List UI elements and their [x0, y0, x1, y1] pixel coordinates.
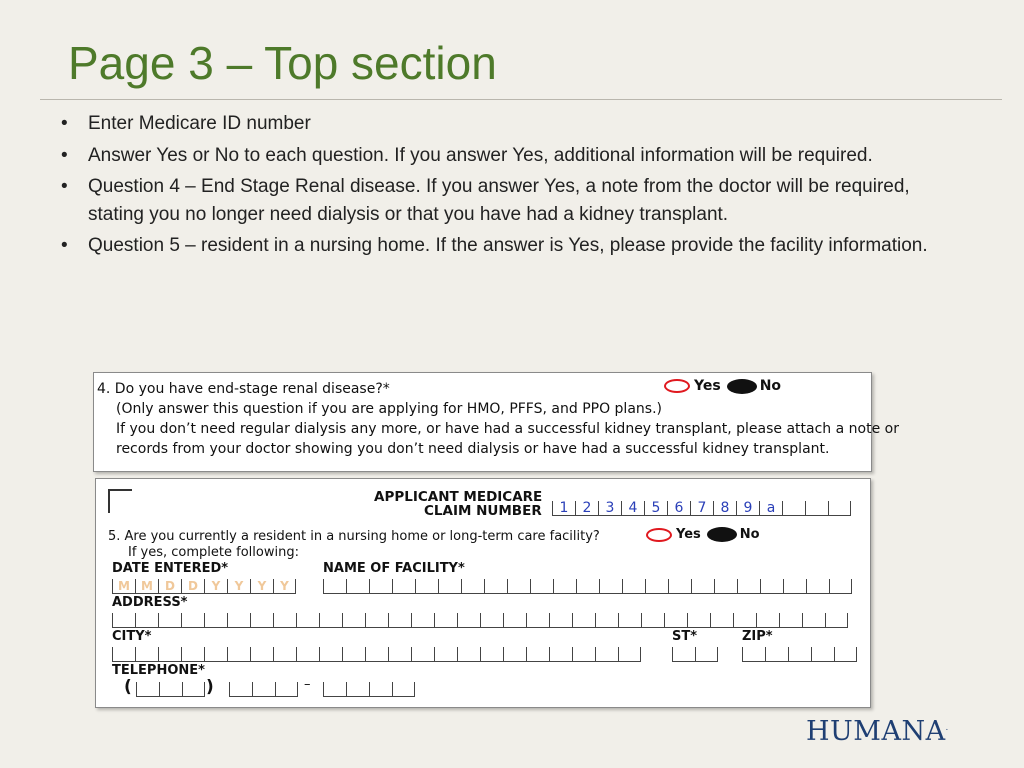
no-label: No — [739, 527, 760, 542]
char-box[interactable] — [438, 579, 461, 594]
char-box[interactable] — [135, 647, 158, 662]
char-box[interactable] — [691, 579, 714, 594]
char-box[interactable] — [484, 579, 507, 594]
char-box[interactable] — [158, 647, 181, 662]
q4-question: 4. Do you have end-stage renal disease?* — [97, 381, 390, 397]
yes-label: Yes — [676, 527, 701, 542]
char-box[interactable]: 9 — [736, 501, 759, 516]
char-box[interactable] — [710, 613, 733, 628]
char-box[interactable]: Y — [250, 579, 273, 594]
char-box[interactable] — [834, 647, 857, 662]
bullet-item: • Question 5 – resident in a nursing home. If the answer is Yes, please provide the facility information. — [58, 232, 958, 260]
address-field[interactable] — [112, 613, 848, 628]
char-box[interactable] — [136, 682, 159, 697]
yes-radio[interactable] — [664, 379, 690, 393]
char-box[interactable]: M — [112, 579, 135, 594]
char-box[interactable] — [392, 682, 415, 697]
char-box[interactable]: 7 — [690, 501, 713, 516]
paren-close: ) — [206, 677, 214, 697]
char-box[interactable] — [346, 579, 369, 594]
char-box[interactable] — [595, 647, 618, 662]
phone-prefix-field[interactable] — [229, 682, 298, 697]
char-box[interactable] — [323, 579, 346, 594]
address-label: ADDRESS* — [112, 595, 188, 610]
char-box[interactable]: D — [158, 579, 181, 594]
no-label: No — [759, 378, 782, 394]
zip-label: ZIP* — [742, 629, 773, 644]
char-box[interactable] — [622, 579, 645, 594]
char-box[interactable] — [503, 613, 526, 628]
char-box[interactable] — [645, 579, 668, 594]
char-box[interactable]: D — [181, 579, 204, 594]
char-box[interactable]: 8 — [713, 501, 736, 516]
char-box[interactable] — [229, 682, 252, 697]
char-box[interactable] — [695, 647, 718, 662]
yes-label: Yes — [694, 378, 721, 394]
date-entered-field[interactable] — [112, 579, 296, 594]
city-field[interactable] — [112, 647, 641, 662]
facility-name-label: NAME OF FACILITY* — [323, 561, 465, 576]
char-box[interactable] — [576, 579, 599, 594]
char-box[interactable] — [342, 613, 365, 628]
char-box[interactable] — [342, 647, 365, 662]
char-box[interactable]: Y — [204, 579, 227, 594]
char-box[interactable] — [668, 579, 691, 594]
char-box[interactable] — [250, 647, 273, 662]
q5-answer — [646, 527, 760, 542]
char-box[interactable] — [742, 647, 765, 662]
char-box[interactable] — [275, 682, 298, 697]
char-box[interactable] — [434, 647, 457, 662]
char-box[interactable] — [618, 647, 641, 662]
area-code-field[interactable] — [136, 682, 205, 697]
char-box[interactable] — [250, 613, 273, 628]
char-box[interactable] — [480, 613, 503, 628]
char-box[interactable] — [323, 682, 346, 697]
humana-logo: HUMANA. — [806, 716, 949, 747]
q5-question: 5. Are you currently a resident in a nursing home or long-term care facility? — [108, 529, 600, 544]
char-box[interactable] — [457, 613, 480, 628]
char-box[interactable] — [825, 613, 848, 628]
yes-radio[interactable] — [646, 528, 672, 542]
char-box[interactable] — [273, 613, 296, 628]
q4-note: (Only answer this question if you are applying for HMO, PFFS, and PPO plans.) — [116, 401, 662, 417]
bullet-list — [58, 110, 958, 264]
char-box[interactable] — [641, 613, 664, 628]
char-box[interactable] — [369, 682, 392, 697]
char-box[interactable] — [549, 613, 572, 628]
char-box[interactable] — [369, 579, 392, 594]
char-box[interactable] — [805, 501, 828, 516]
char-box[interactable] — [765, 647, 788, 662]
char-box[interactable] — [595, 613, 618, 628]
char-box[interactable] — [802, 613, 825, 628]
char-box[interactable] — [411, 647, 434, 662]
char-box[interactable] — [599, 579, 622, 594]
paren-open: ( — [124, 677, 132, 697]
char-box[interactable] — [507, 579, 530, 594]
q5-subtext: If yes, complete following: — [128, 545, 299, 560]
char-box[interactable] — [252, 682, 275, 697]
char-box[interactable] — [526, 647, 549, 662]
char-box[interactable] — [181, 647, 204, 662]
char-box[interactable]: 6 — [667, 501, 690, 516]
char-box[interactable] — [365, 647, 388, 662]
char-box[interactable] — [461, 579, 484, 594]
char-box[interactable] — [204, 613, 227, 628]
char-box[interactable] — [783, 579, 806, 594]
bullet-item: • Enter Medicare ID number — [58, 110, 958, 138]
char-box[interactable] — [714, 579, 737, 594]
question-5-form-image — [95, 478, 871, 708]
char-box[interactable] — [782, 501, 805, 516]
bullet-item: • Answer Yes or No to each question. If you answer Yes, additional information will be required. — [58, 142, 958, 170]
char-box[interactable] — [159, 682, 182, 697]
claim-label-2: CLAIM NUMBER — [424, 503, 542, 519]
date-entered-label: DATE ENTERED* — [112, 561, 229, 576]
char-box[interactable] — [388, 647, 411, 662]
char-box[interactable] — [806, 579, 829, 594]
char-box[interactable] — [415, 579, 438, 594]
question-4-form-image — [93, 372, 899, 472]
char-box[interactable] — [204, 647, 227, 662]
telephone-label: TELEPHONE* — [112, 663, 205, 678]
char-box[interactable] — [480, 647, 503, 662]
corner-mark — [108, 489, 132, 513]
char-box[interactable] — [273, 647, 296, 662]
q4-answer — [664, 378, 781, 394]
char-box[interactable]: 5 — [644, 501, 667, 516]
char-box[interactable] — [457, 647, 480, 662]
char-box[interactable] — [392, 579, 415, 594]
no-radio-filled[interactable] — [707, 527, 737, 542]
char-box[interactable] — [135, 613, 158, 628]
phone-dash: – — [304, 677, 311, 692]
char-box[interactable]: 3 — [598, 501, 621, 516]
q4-instruction-2: records from your doctor showing you don’t need dialysis or have had a successful kidney transplant. — [116, 441, 830, 457]
char-box[interactable] — [618, 613, 641, 628]
char-box[interactable]: 1 — [552, 501, 575, 516]
char-box[interactable] — [733, 613, 756, 628]
char-box[interactable] — [227, 647, 250, 662]
char-box[interactable] — [434, 613, 457, 628]
char-box[interactable]: a — [759, 501, 782, 516]
page-title: Page 3 – Top section — [68, 37, 497, 89]
char-box[interactable] — [365, 613, 388, 628]
char-box[interactable] — [411, 613, 434, 628]
char-box[interactable] — [760, 579, 783, 594]
char-box[interactable] — [158, 613, 181, 628]
char-box[interactable] — [503, 647, 526, 662]
char-box[interactable] — [227, 613, 250, 628]
char-box[interactable] — [737, 579, 760, 594]
char-box[interactable] — [112, 613, 135, 628]
char-box[interactable] — [788, 647, 811, 662]
char-box[interactable] — [112, 647, 135, 662]
char-box[interactable] — [828, 501, 851, 516]
char-box[interactable]: 4 — [621, 501, 644, 516]
char-box[interactable]: 2 — [575, 501, 598, 516]
char-box[interactable]: Y — [227, 579, 250, 594]
no-radio-filled[interactable] — [727, 379, 757, 394]
char-box[interactable] — [672, 647, 695, 662]
char-box[interactable] — [549, 647, 572, 662]
char-box[interactable] — [664, 613, 687, 628]
char-box[interactable] — [296, 647, 319, 662]
char-box[interactable]: Y — [273, 579, 296, 594]
zip-field[interactable] — [742, 647, 857, 662]
char-box[interactable] — [811, 647, 834, 662]
q4-instruction-1: If you don’t need regular dialysis any more, or have had a successful kidney transplant, please attach a note or — [116, 421, 899, 437]
char-box[interactable] — [687, 613, 710, 628]
char-box[interactable] — [181, 613, 204, 628]
city-label: CITY* — [112, 629, 152, 644]
char-box[interactable] — [779, 613, 802, 628]
char-box[interactable] — [572, 647, 595, 662]
char-box[interactable] — [756, 613, 779, 628]
char-box[interactable] — [296, 613, 319, 628]
char-box[interactable] — [572, 613, 595, 628]
char-box[interactable] — [346, 682, 369, 697]
claim-number-field[interactable] — [552, 501, 851, 516]
char-box[interactable] — [319, 647, 342, 662]
claim-label-1: APPLICANT MEDICARE — [374, 489, 543, 505]
char-box[interactable] — [526, 613, 549, 628]
title-divider — [40, 99, 1002, 100]
char-box[interactable] — [319, 613, 342, 628]
char-box[interactable] — [530, 579, 553, 594]
facility-name-field[interactable] — [323, 579, 852, 594]
char-box[interactable] — [182, 682, 205, 697]
char-box[interactable]: M — [135, 579, 158, 594]
state-label: ST* — [672, 629, 698, 644]
bullet-item: • Question 4 – End Stage Renal disease. If you answer Yes, a note from the doctor will be required, stating you no longer need dialysis or that you have had a kidney transplant. — [58, 173, 958, 228]
state-field[interactable] — [672, 647, 718, 662]
phone-line-field[interactable] — [323, 682, 415, 697]
char-box[interactable] — [829, 579, 852, 594]
char-box[interactable] — [388, 613, 411, 628]
char-box[interactable] — [553, 579, 576, 594]
